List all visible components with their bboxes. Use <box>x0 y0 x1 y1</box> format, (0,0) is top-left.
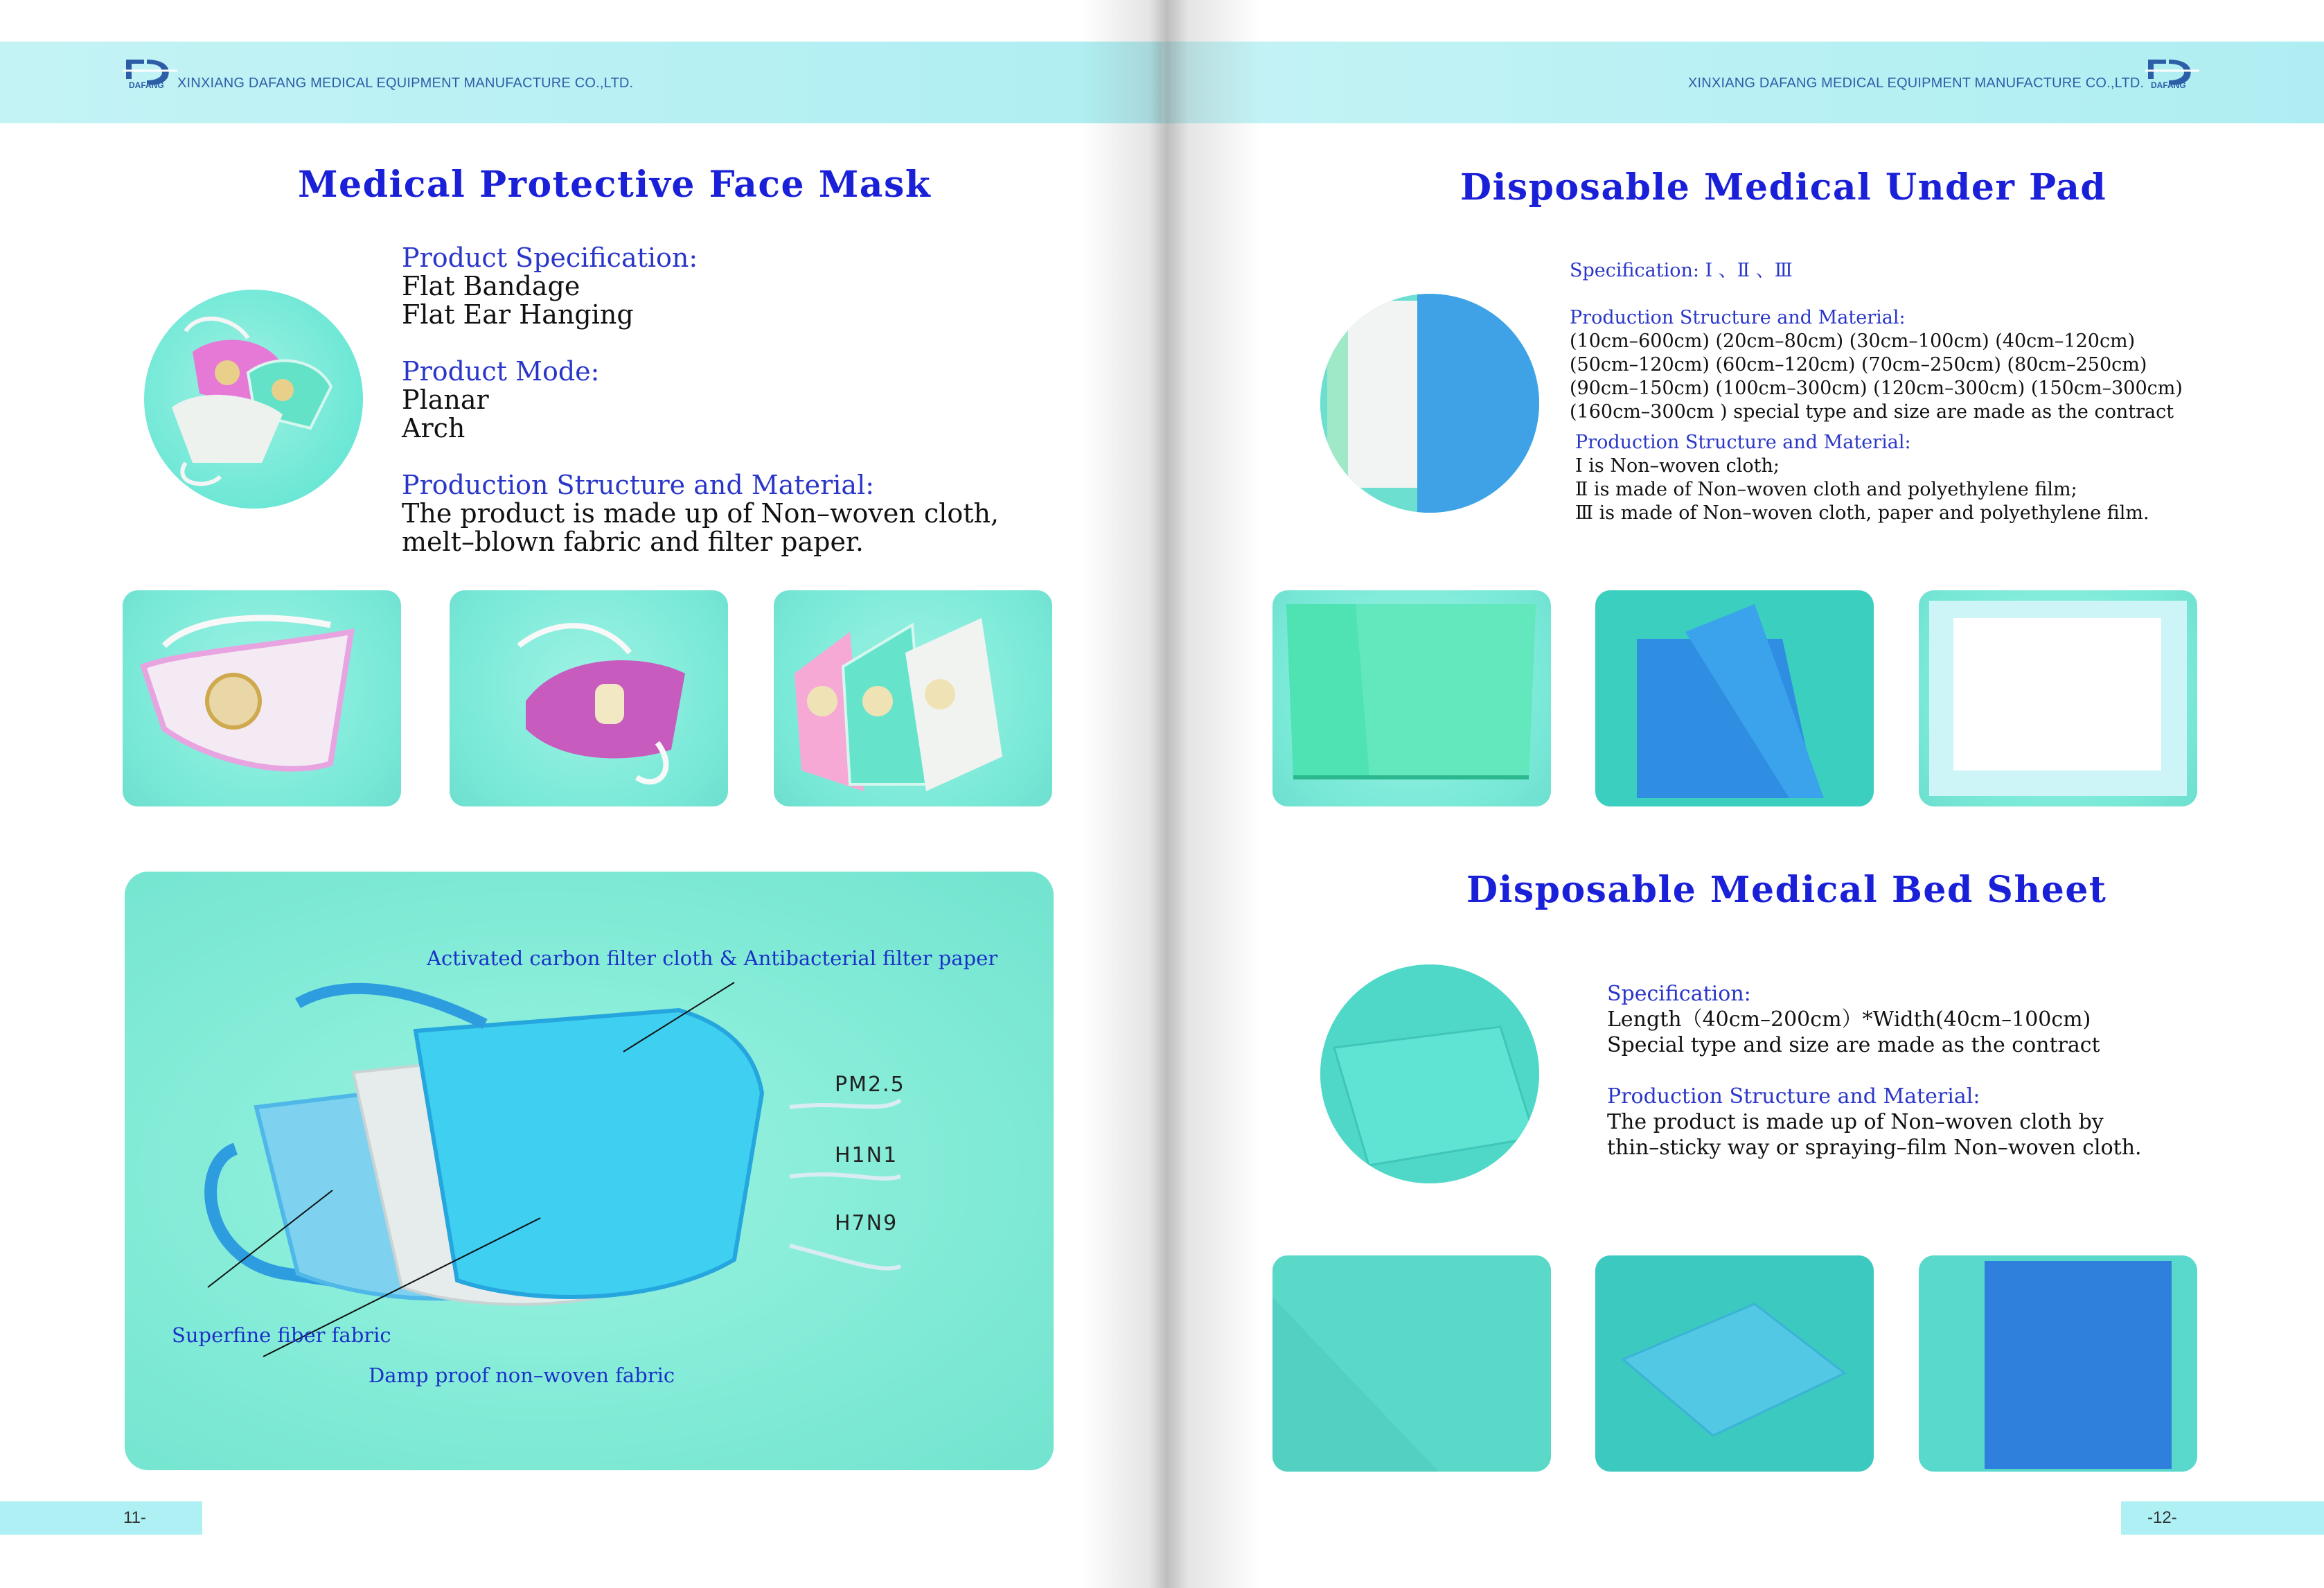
underpad-circle-image <box>1320 294 1539 513</box>
right-page <box>1162 0 2324 1588</box>
bedsheet-material-line: The product is made up of Non–woven cloth by <box>1607 1110 2104 1134</box>
bedsheet-material-heading: Production Structure and Material: <box>1607 1084 1980 1109</box>
mode-line: Arch <box>402 413 465 443</box>
label-pm25: PM2.5 <box>835 1073 905 1097</box>
bedsheet-circle-image <box>1320 964 1539 1183</box>
mask-layer-diagram <box>125 872 1054 1470</box>
underpad-photo-green <box>1272 590 1551 806</box>
underpad-material-heading-2: Production Structure and Material: <box>1575 432 1911 453</box>
mode-line: Planar <box>402 385 489 415</box>
underpad-spec: Specification: Ⅰ 、Ⅱ 、Ⅲ <box>1570 260 1793 281</box>
page-title: Medical Protective Face Mask <box>298 164 932 206</box>
underpad-photo-white <box>1919 590 2197 806</box>
underpad-type-line: Ⅰ is Non–woven cloth; <box>1575 455 1780 477</box>
bedsheet-title: Disposable Medical Bed Sheet <box>1466 869 2107 911</box>
underpad-spec-block <box>1570 259 2183 525</box>
underpad-type-line: Ⅱ is made of Non–woven cloth and polyethylene film; <box>1575 479 2077 500</box>
underpad-photo-blue <box>1595 590 1874 806</box>
mask-circle-image <box>144 290 363 509</box>
bedsheet-spec-line: Special type and size are made as the contract <box>1607 1033 2100 1057</box>
company-name: XINXIANG DAFANG MEDICAL EQUIPMENT MANUFACTURE CO.,LTD. <box>177 76 634 91</box>
label-carbon-filter: Activated carbon filter cloth & Antibacterial filter paper <box>427 946 998 970</box>
spec-line: Flat Bandage <box>402 271 580 301</box>
logo-text: DAFANG <box>2151 80 2186 90</box>
spec-heading: Product Specification: <box>402 242 698 273</box>
underpad-material-heading: Production Structure and Material: <box>1570 307 1906 328</box>
underpad-size-line: (90cm–150cm) (100cm–300cm) (120cm–300cm) (150cm–300cm) <box>1570 378 2183 399</box>
underpad-size-line: (10cm–600cm) (20cm–80cm) (30cm–100cm) (40cm–120cm) <box>1570 330 2136 352</box>
mask-photo-purple <box>450 590 728 806</box>
underpad-type-line: Ⅲ is made of Non–woven cloth, paper and polyethylene film. <box>1575 502 2149 524</box>
label-superfine-fiber: Superfine fiber fabric <box>172 1323 391 1347</box>
bedsheet-photo-teal <box>1272 1255 1551 1472</box>
material-line: The product is made up of Non–woven cloth, <box>402 498 1000 529</box>
mask-photo-white <box>123 590 401 806</box>
underpad-size-line: (160cm–300cm ) special type and size are made as the contract <box>1570 401 2174 423</box>
mask-spec-block <box>402 244 999 556</box>
bedsheet-photo-blue <box>1919 1255 2197 1472</box>
bedsheet-photo-folded <box>1595 1255 1874 1472</box>
mask-photo-three <box>774 590 1052 806</box>
underpad-size-line: (50cm–120cm) (60cm–120cm) (70cm–250cm) (80cm–250cm) <box>1570 354 2147 376</box>
mode-heading: Product Mode: <box>402 356 600 387</box>
underpad-title: Disposable Medical Under Pad <box>1460 166 2107 209</box>
label-h7n9: H7N9 <box>835 1211 898 1235</box>
bedsheet-material-line: thin–sticky way or spraying–film Non–woven cloth. <box>1607 1136 2142 1160</box>
material-heading: Production Structure and Material: <box>402 470 875 500</box>
label-h1n1: H1N1 <box>835 1143 898 1167</box>
bedsheet-spec-block <box>1607 981 2142 1161</box>
material-line: melt–blown fabric and filter paper. <box>402 527 864 557</box>
logo-text: DAFANG <box>129 80 164 90</box>
book-spine-shadow <box>1081 0 1261 1588</box>
label-damp-proof: Damp proof non–woven fabric <box>369 1364 675 1387</box>
page-number-right: -12- <box>2121 1501 2324 1535</box>
spec-line: Flat Ear Hanging <box>402 299 634 330</box>
page-number-left: 11- <box>0 1501 202 1535</box>
bedsheet-spec-heading: Specification: <box>1607 982 1751 1006</box>
company-name: XINXIANG DAFANG MEDICAL EQUIPMENT MANUFACTURE CO.,LTD. <box>1688 76 2145 91</box>
bedsheet-spec-line: Length（40cm–200cm）*Width(40cm–100cm) <box>1607 1007 2091 1032</box>
